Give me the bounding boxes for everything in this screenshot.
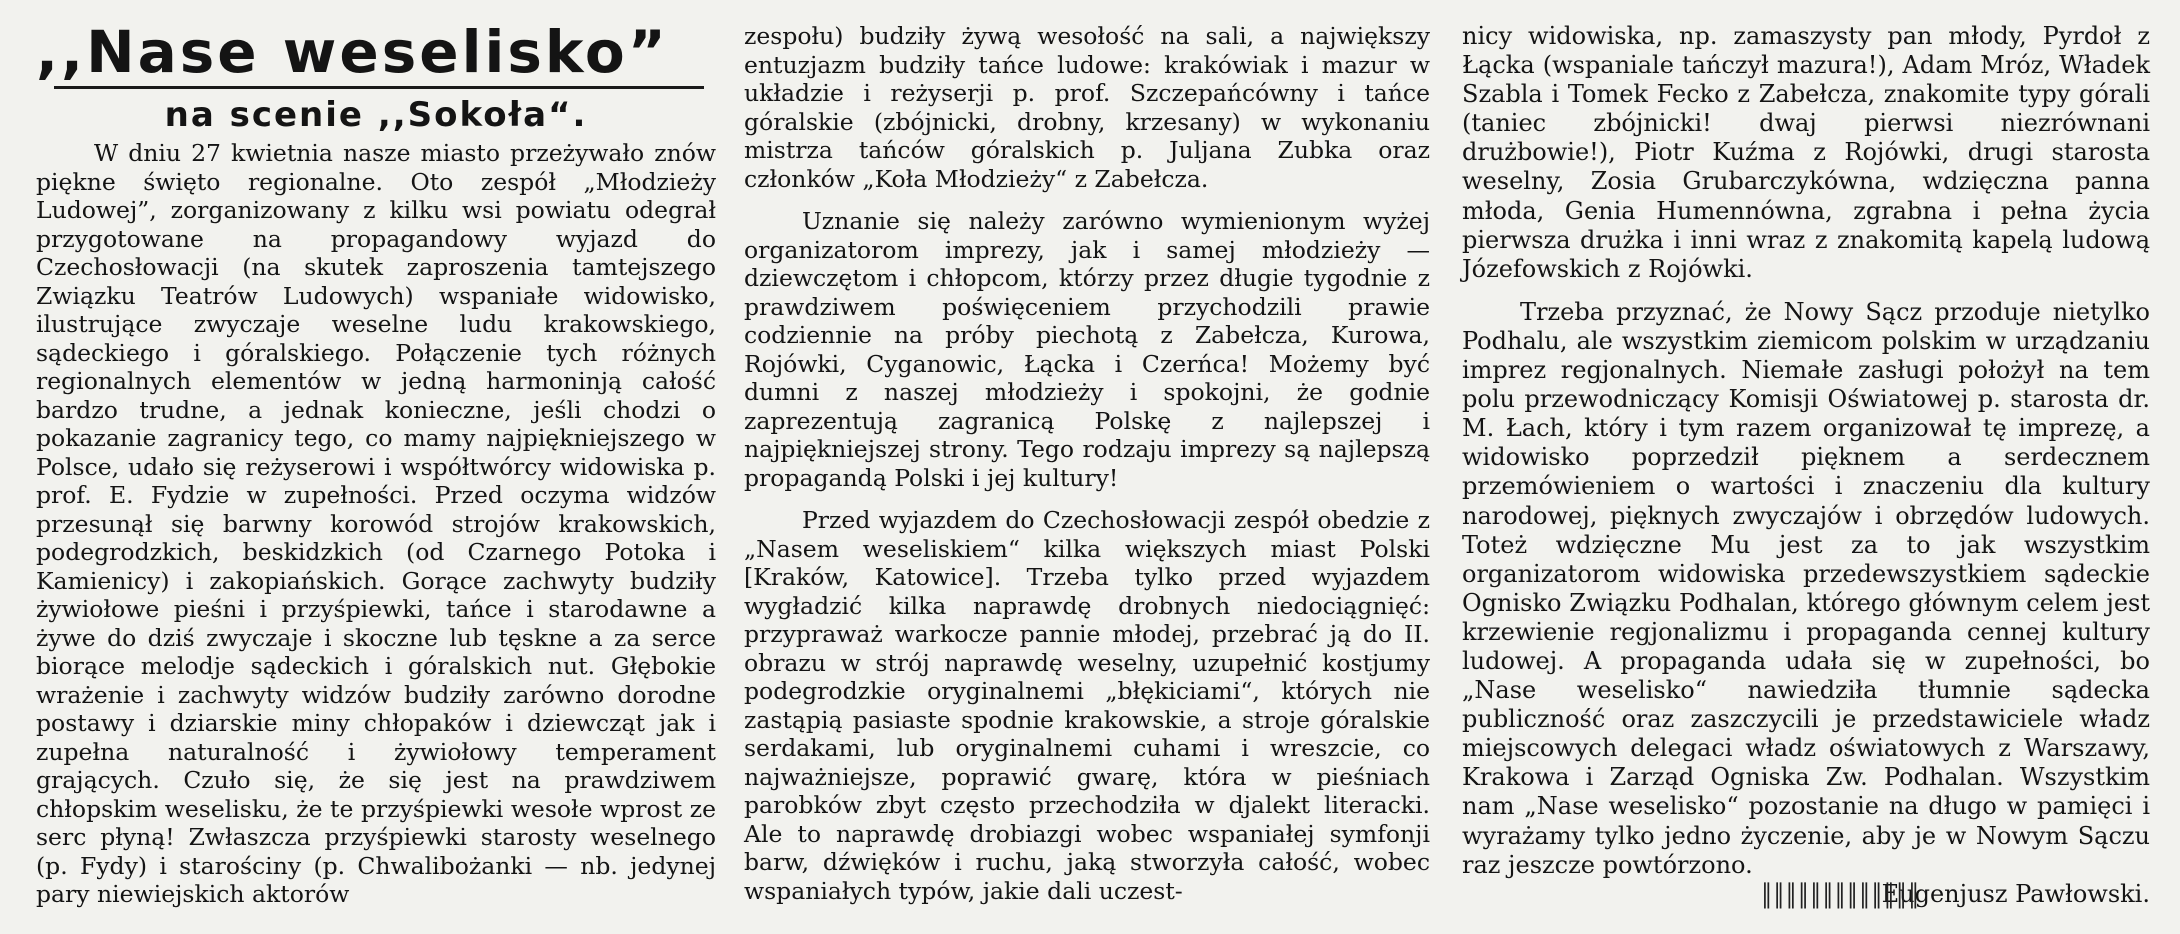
article-title: ,,Nase weselisko” (36, 18, 669, 86)
column-1 (36, 18, 716, 922)
author-signature: Eugenjusz Pawłowski. (1881, 879, 2150, 908)
column-3 (1462, 22, 2150, 922)
paragraph: Trzeba przyznać, że Nowy Sącz przoduje nietylko Podhalu, ale wszystkim ziemicom polskim w urządzaniu imprez regjonalnych. Niemałe zasługi położył na tem polu przewodniczący Komisji Oświatowej p. starosta dr. M. Łach, który i tym razem organizował tę imprezę, a widowisko poprzedził pięknem a serdecznem przemówieniem o wartości i znaczeniu dla kultury narodowej, pięknych zwyczajów i obrzędów ludowych. Toteż wdzięczne Mu jest za to jak wszystkim organizatorom widowiska przedewszystkiem sądeckie Ognisko Związku Podhalan, którego głównym celem jest krzewienie regjonalizmu i propaganda cennej kultury ludowej. A propaganda udała się w zupełności, bo „Nase weselisko“ nawiedziła tłumnie sądecka publiczność oraz zaszczycili je przedstawiciele władz miejscowych delegaci władz oświatowych z Warszawy, Krakowa i Zarząd Ogniska Zw. Podhalan. Wszystkim nam „Nase weselisko“ pozostanie na długo w pamięci i wyrażamy tylko jedno życzenie, aby je w Nowym Sączu raz jeszcze powtórzono. (1462, 297, 2150, 879)
title-rule (54, 86, 704, 89)
paragraph: zespołu) budziły żywą wesołość na sali, a największy entuzjazm budziły tańce ludowe: krakówiak i mazur w układzie i reżyserji p. prof. Szczepańcówny i tańce góralskie (zbójnicki, drobny, krzesany) w wykonaniu mistrza tańców góralskich p. Juljana Zubka oraz członków „Koła Młodzieży“ z Zabełcza. (744, 22, 1430, 193)
paragraph: Uznanie się należy zarówno wymienionym wyżej organizatorom imprezy, jak i samej młodzieży — dziewczętom i chłopcom, którzy przez długie tygodnie z prawdziwem poświęceniem przychodzili prawie codziennie na próby piechotą z Zabełcza, Kurowa, Rojówki, Cyganowic, Łącka i Czerńca! Możemy być dumni z naszej młodzieży i spokojni, że godnie zaprezentują zagranicą Polskę z najlepszej i najpiękniejszej strony. Tego rodzaju imprezy są najlepszą propagandą Polski i jej kultury! (744, 207, 1430, 492)
column-2 (744, 22, 1430, 922)
article-subtitle: na scenie ,,Sokoła“. (164, 95, 588, 135)
paragraph: Przed wyjazdem do Czechosłowacji zespół obedzie z „Nasem weseliskiem“ kilka większych miast Polski [Kraków, Katowice]. Trzeba tylko przed wyjazdem wygładzić kilka naprawdę drobnych niedociągnięć: przypraważ warkocze pannie młodej, przebrać ją do II. obrazu w strój naprawdę weselny, uzupełnić kostjumy podegrodzkie oryginalnemi „błękiciami“, których nie zastąpią pasiaste spodnie krakowskie, a stroje góralskie serdakami, lub oryginalnemi cuhami i wreszcie, co najważniejsze, poprawić gwarę, która w pieśniach parobków zbyt często przechodziła w djalekt literacki. Ale to naprawdę drobiazgi wobec wspaniałej symfonji barw, dźwięków i ruchu, jaką stworzyła całość, wobec wspaniałych typów, jakie dali uczest- (744, 506, 1430, 905)
paragraph: W dniu 27 kwietnia nasze miasto przeżywało znów piękne święto regionalne. Oto zespół „Młodzieży Ludowej”, zorganizowany z kilku wsi powiatu odegrał przygotowane na propagandowy wyjazd do Czechosłowacji (na skutek zaproszenia tamtejszego Związku Teatrów Ludowych) wspaniałe widowisko, ilustrujące zwyczaje weselne ludu krakowskiego, sądeckiego i góralskiego. Połączenie tych różnych regionalnych elementów w jedną harmoninją całość bardzo trudne, a jednak konieczne, jeśli chodzi o pokazanie zagranicy tego, co mamy najpiękniejszego w Polsce, udało się reżyserowi i współtwórcy widowiska p. prof. E. Fydzie w zupełności. Przed oczyma widzów przesunął się barwny korowód strojów krakowskich, podegrodzkich, beskidzkich (od Czarnego Potoka i Kamienicy) i zakopiańskich. Gorące zachwyty budziły żywiołowe pieśni i przyśpiewki, tańce i starodawne a żywe do dziś zwyczaje i skoczne lub tęskne a za serce biorące melodje sądeckich i góralskich nut. Głębokie wrażenie i zachwyty widzów budziły zarówno dorodne postawy i dziarskie miny chłopaków i dziewcząt jak i zupełna naturalność i żywiołowy temperament grających. Czuło się, że się jest na prawdziwem chłopskim weselisku, że te przyśpiewki wesołe wprost ze serc płyną! Zwłaszcza przyśpiewki starosty weselnego (p. Fydy) i starościny (p. Chwalibożanki — nb. jedynej pary niewiejskich aktorów (36, 139, 716, 908)
paragraph: nicy widowiska, np. zamaszysty pan młody, Pyrdoł z Łącka (wspaniale tańczył mazura!), Adam Mróz, Władek Szabla i Tomek Fecko z Zabełcza, znakomite typy górali (taniec zbójnicki! dwaj pierwsi niezrównani drużbowie!), Piotr Kuźma z Rojówki, drugi starosta weselny, Zosia Grubarczykówna, wdzięczna panna młoda, Genia Humennówna, zgrabna i pełna życia pierwsza drużka i inni wraz z znakomitą kapelą ludową Józefowskich z Rojówki. (1462, 22, 2150, 283)
end-ornament: ║║║║║║║║║║║║║ (1760, 884, 1920, 909)
